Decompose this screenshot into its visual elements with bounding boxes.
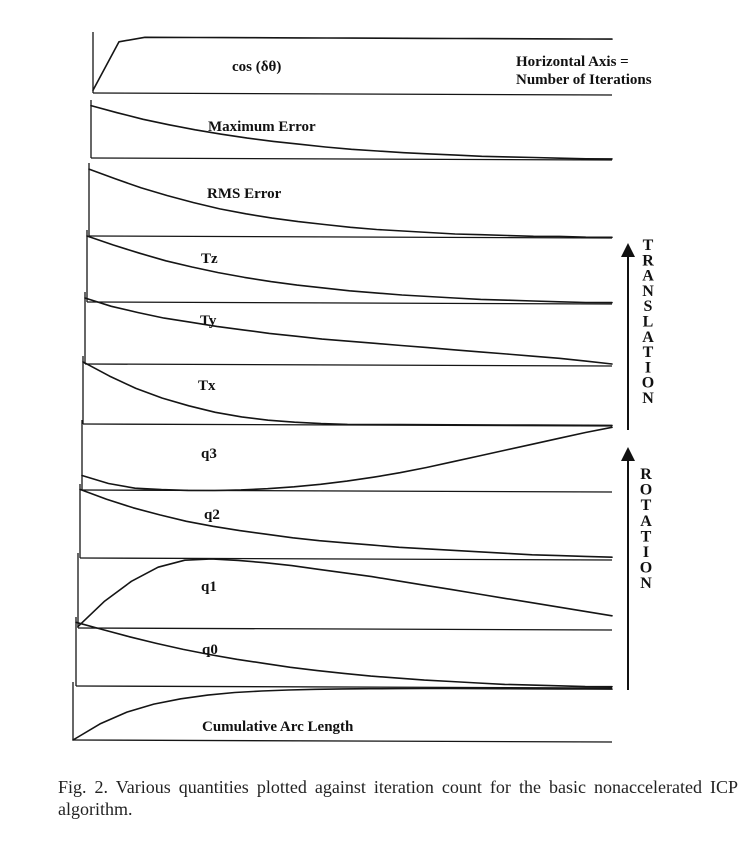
rotation-label <box>640 466 652 592</box>
series-line <box>87 236 612 303</box>
panel <box>80 484 612 560</box>
translation-letter: T <box>642 344 654 362</box>
translation-letter: S <box>643 298 653 316</box>
series-line <box>85 298 612 364</box>
panel-baseline <box>80 558 612 560</box>
panel <box>83 356 612 426</box>
axis-annotation-line-2: Number of Iterations <box>516 72 652 88</box>
translation-letter: A <box>642 267 654 285</box>
series-line <box>80 489 612 557</box>
translation-arrow-icon <box>621 243 635 430</box>
rotation-arrow-icon <box>621 447 635 690</box>
panel-label: Tz <box>201 251 218 267</box>
rotation-letter: A <box>640 512 652 530</box>
panel-baseline <box>87 302 612 304</box>
rotation-letter: R <box>640 466 652 483</box>
panel <box>73 682 612 742</box>
panel-label: Tx <box>198 378 216 394</box>
panel <box>91 100 612 160</box>
side-labels <box>621 237 654 690</box>
rotation-letter: N <box>640 575 652 593</box>
panel-label: Ty <box>200 313 217 329</box>
panel <box>78 553 612 630</box>
translation-letter: N <box>642 390 654 407</box>
panel-baseline <box>85 364 612 366</box>
panel-label: Cumulative Arc Length <box>202 719 354 735</box>
series-line <box>83 362 612 426</box>
series-line <box>89 169 612 237</box>
translation-letter: T <box>642 237 654 254</box>
panel-label: Maximum Error <box>208 119 316 135</box>
series-line <box>78 559 612 627</box>
panel-label: q0 <box>202 642 218 658</box>
rotation-letter: T <box>640 528 652 546</box>
series-line <box>76 622 612 686</box>
axis-annotation-line-1: Horizontal Axis = <box>516 54 629 70</box>
panel-label: RMS Error <box>207 186 282 202</box>
rotation-letter: O <box>639 559 653 577</box>
panel-stack <box>73 32 612 742</box>
panel-baseline <box>73 740 612 742</box>
panel <box>89 163 612 238</box>
rotation-letter: I <box>642 544 650 561</box>
series-line <box>91 106 612 159</box>
translation-letter: R <box>642 252 654 270</box>
rotation-letter: O <box>639 481 653 499</box>
panel <box>82 420 612 492</box>
translation-letter: I <box>644 359 652 377</box>
panel-label: cos (δθ) <box>232 59 282 75</box>
panel-label: q3 <box>201 446 217 462</box>
panel-baseline <box>78 628 612 630</box>
figure-caption: Fig. 2. Various quantities plotted against iteration count for the basic nonaccelerated ICP algorithm. <box>58 777 738 819</box>
translation-label <box>642 237 654 407</box>
translation-letter: L <box>642 313 654 331</box>
panel <box>87 230 612 304</box>
translation-letter: A <box>642 328 654 346</box>
axis-annotation <box>516 54 652 88</box>
panel-baseline <box>93 93 612 95</box>
translation-letter: O <box>641 374 655 392</box>
panel-label: q2 <box>204 507 220 523</box>
translation-letter: N <box>642 282 654 300</box>
panel-label: q1 <box>201 579 217 595</box>
rotation-letter: T <box>640 497 652 515</box>
panel-baseline <box>76 686 612 688</box>
series-line <box>82 427 612 490</box>
